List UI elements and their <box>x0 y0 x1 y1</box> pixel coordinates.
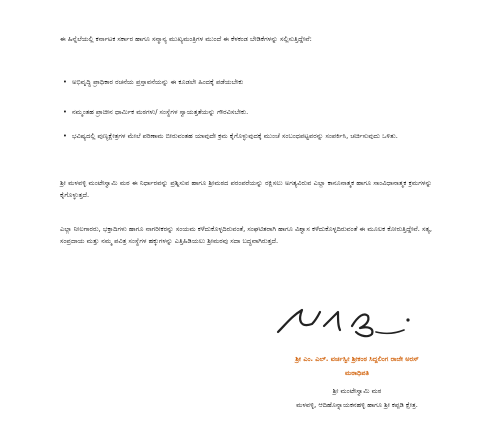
signatory-name: ಶ್ರೀ ಎಂ. ಎಲ್. ವರ್ಚಸ್ವೀ ಶ್ರೀಕಂಠ ಸಿದ್ದಲಿಂಗ ರಾಜೇ ಅರಸ್ <box>295 355 419 363</box>
bullet-dot-icon: • <box>63 108 67 116</box>
demand-text-2: ನಮ್ಮಂತಹ ಪ್ರಾಚೀನ ಧಾರ್ಮಿಕ ಮಠಗಳು/ ಸಂಸ್ಥೆಗಳ ಸ್ವಾಯತ್ತತೆಯನ್ನು ಗೌರವಿಸಬೇಕು. <box>72 108 249 116</box>
demand-bullet-2 <box>63 106 432 118</box>
handwritten-signature <box>272 302 414 342</box>
signatory-designation: ಮಠಾಧಿಪತಿ <box>344 369 370 377</box>
demand-bullet-1 <box>63 76 432 88</box>
demand-bullet-3 <box>63 130 432 142</box>
institution-address: ಮಳವಳ್ಳಿ, ಆದಿಹೊನ್ನಾಯಕನಹಳ್ಳಿ ಹಾಗೂ ಶ್ರೀ ಕಪ್ಪಡಿ ಕ್ಷೇತ್ರ. <box>296 401 418 409</box>
demand-text-1: ಅಭಿವೃದ್ಧಿ ಪ್ರಾಧಿಕಾರ ರಚನೆಯ ಪ್ರಸ್ತಾವನೆಯನ್ನು ಈ ಕೂಡಲೇ ಹಿಂದಕ್ಕೆ ಪಡೆಯಬೇಕು <box>72 78 244 86</box>
bullet-dot-icon: • <box>63 132 67 140</box>
intro-paragraph: ಈ ಹಿನ್ನೆಲೆಯಲ್ಲಿ ಕರ್ನಾಟಕ ಸರ್ಕಾರ ಹಾಗೂ ಸನ್ಮಾನ್ಯ ಮುಖ್ಯಮಂತ್ರಿಗಳ ಮುಂದೆ ಈ ಕೆಳಕಂಡ ಬೇಡಿಕೆಗಳನ್ನು ಸಲ್ಲಿಸುತ್ತಿದ್ದೇವೆ: <box>60 35 312 43</box>
institution-name: ಶ್ರೀ ಮಂಟೇಸ್ವಾಮಿ ಮಠ <box>332 387 382 395</box>
bullet-dot-icon: • <box>63 78 67 86</box>
appeal-paragraph: ಎಲ್ಲಾ ನೀಲಗಾರರು, ಭಕ್ತಾದಿಗಳು ಹಾಗೂ ನಾಗರೀಕರನ್ನು ಸಂಯಮ ಕಳೆದುಕೊಳ್ಳದಿರುವಂತೆ, ಸಂಘಟಿತರಾಗಿ ಹಾಗೂ ವಿಶ್ವಾಸ ಕಳೆದುಕೊಳ್ಳದಿರುವಂತೆ ಈ ಮೂಲಕ ಕೋರುತ್ತಿದ್ದೇವೆ. ಸತ್ಯ, ಸಂಪ್ರದಾಯ ಮತ್ತು ನಮ್ಮ ಪವಿತ್ರ ಸಂಸ್ಥೆಗಳ ಹಕ್ಕುಗಳನ್ನು ಎತ್ತಿಹಿಡಿಯಲು ಶ್ರೀಮಠವು ಸದಾ ಬದ್ಧವಾಗಿರುತ್ತದೆ. <box>60 225 432 245</box>
legal-action-paragraph: ಶ್ರೀ ಮಳವಳ್ಳಿ ಮಂಟೇಸ್ವಾಮಿ ಮಠ ಈ ನಿರ್ಧಾರವನ್ನು ಪ್ರಶ್ನಿಸುವ ಹಾಗೂ ಶ್ರೀಮಠದ ಪರಂಪರೆಯನ್ನು ರಕ್ಷಿಸಲು ಅಗತ್ಯವಿರುವ ಎಲ್ಲಾ ಕಾನೂನಾತ್ಮಕ ಹಾಗೂ ಸಾಂವಿಧಾನಾತ್ಮಕ ಕ್ರಮಗಳನ್ನು ಕೈಗೊಳ್ಳುತ್ತದೆ. <box>60 179 432 199</box>
demand-text-3: ಭವಿಷ್ಯದಲ್ಲಿ ಪುಣ್ಯಕ್ಷೇತ್ರಗಳ ಮೇಲೆ ಪರಿಣಾಮ ಬೀರುವಂತಹ ಯಾವುದೇ ಕ್ರಮ ಕೈಗೊಳ್ಳುವುದಕ್ಕೆ ಮುಂಚೆ ಸಂಬಂಧಪಟ್ಟವರನ್ನು ಸಂಪರ್ಕಿಸಿ, ಚರ್ಚಿಸುವುದು ಒಳಿತು. <box>72 132 398 140</box>
